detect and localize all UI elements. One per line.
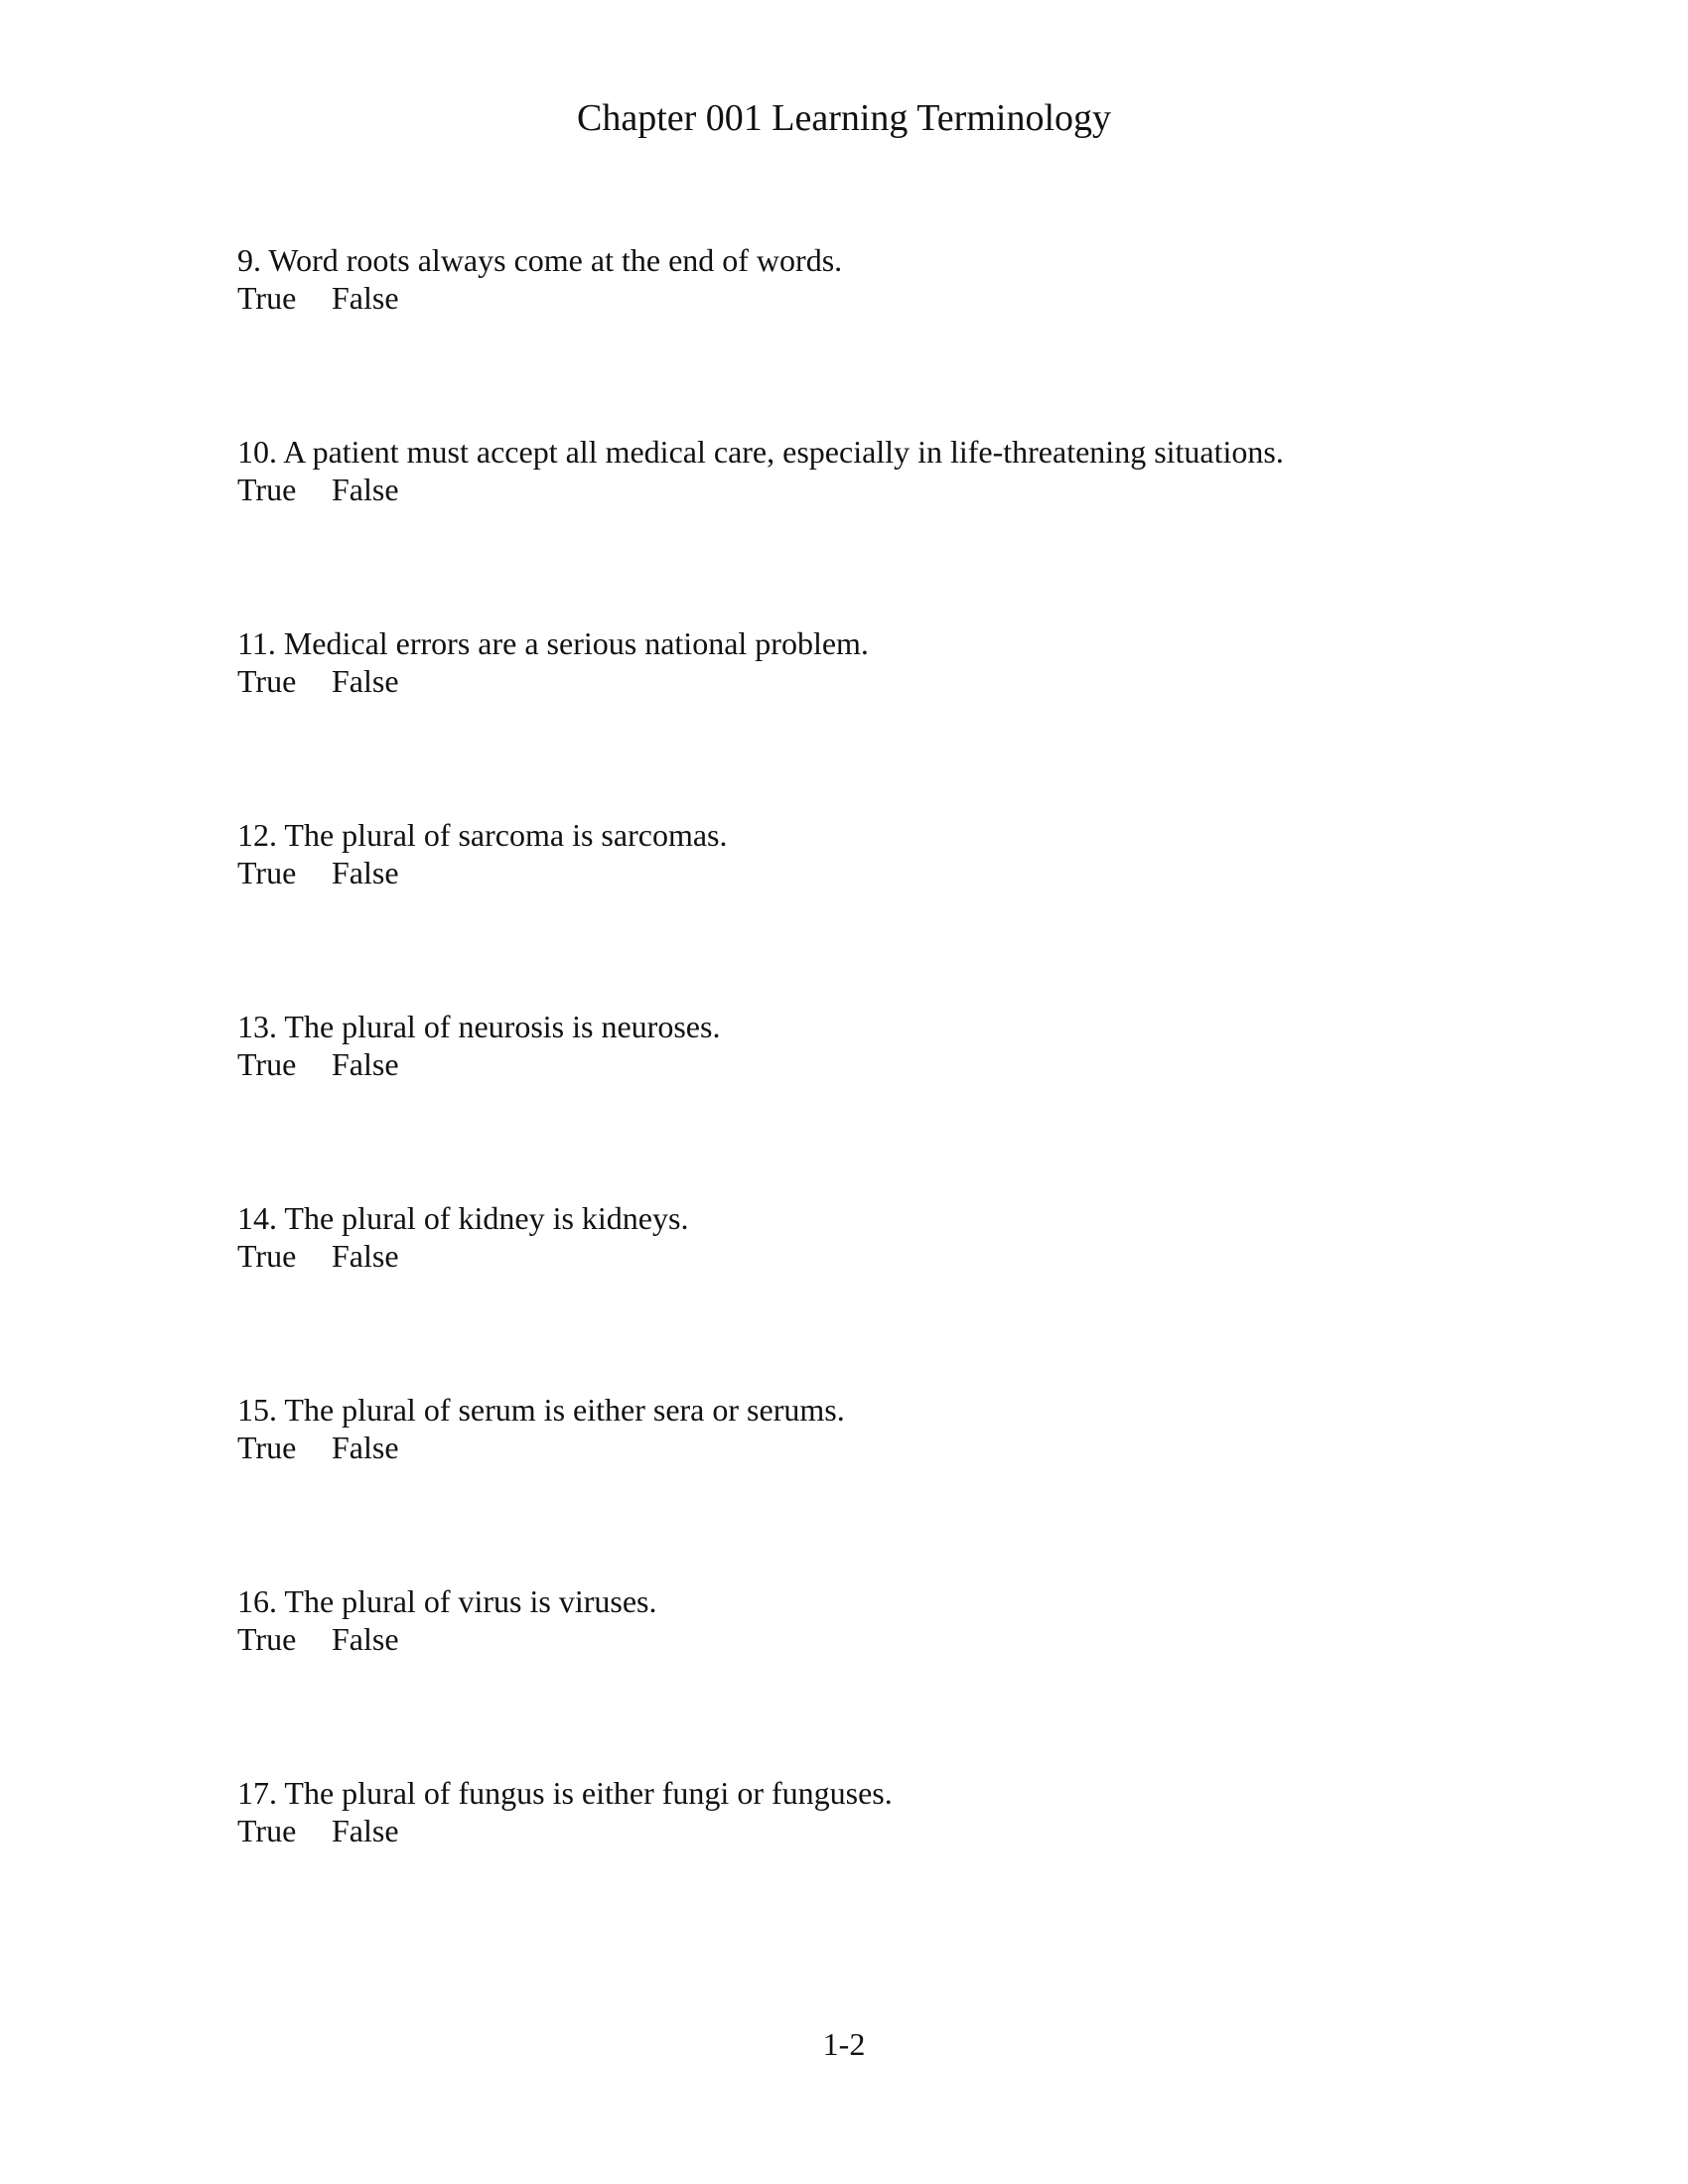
question-number: 9. [237, 242, 261, 278]
answer-options [237, 662, 1528, 700]
option-true[interactable]: True [237, 472, 297, 507]
question-prompt: The plural of neurosis is neuroses. [284, 1009, 721, 1044]
question-number: 12. [237, 817, 277, 853]
option-false[interactable]: False [332, 1813, 399, 1848]
question-text [237, 241, 1528, 279]
question-prompt: Word roots always come at the end of words. [268, 242, 843, 278]
option-true[interactable]: True [237, 663, 297, 699]
answer-options [237, 1045, 1528, 1083]
option-true[interactable]: True [237, 1621, 297, 1657]
answer-options [237, 471, 1528, 508]
option-true[interactable]: True [237, 855, 297, 890]
question-number: 14. [237, 1200, 277, 1236]
question-prompt: A patient must accept all medical care, especially in life-threatening situations. [283, 434, 1284, 470]
option-false[interactable]: False [332, 1238, 399, 1274]
question-number: 16. [237, 1583, 277, 1619]
question-text [237, 1774, 1528, 1812]
page-title: Chapter 001 Learning Terminology [576, 97, 1111, 139]
option-false[interactable]: False [332, 855, 399, 890]
question-prompt: The plural of fungus is either fungi or funguses. [284, 1775, 893, 1811]
question-number: 17. [237, 1775, 277, 1811]
answer-options [237, 854, 1528, 891]
option-true[interactable]: True [237, 1238, 297, 1274]
question-number: 10. [237, 434, 277, 470]
option-false[interactable]: False [332, 663, 399, 699]
option-false[interactable]: False [332, 280, 399, 316]
question-text [237, 1008, 1528, 1045]
question-11 [237, 624, 1528, 700]
question-15 [237, 1391, 1528, 1466]
question-prompt: The plural of kidney is kidneys. [284, 1200, 689, 1236]
question-text [237, 433, 1528, 471]
question-16 [237, 1582, 1528, 1658]
question-9 [237, 241, 1528, 317]
question-12 [237, 816, 1528, 891]
option-false[interactable]: False [332, 1621, 399, 1657]
answer-options [237, 279, 1528, 317]
question-prompt: The plural of virus is viruses. [284, 1583, 657, 1619]
page-number: 1-2 [822, 2026, 866, 2062]
question-text [237, 816, 1528, 854]
answer-options [237, 1237, 1528, 1275]
answer-options [237, 1812, 1528, 1849]
option-true[interactable]: True [237, 1430, 297, 1465]
question-text [237, 1199, 1528, 1237]
question-prompt: Medical errors are a serious national problem. [283, 625, 869, 661]
question-prompt: The plural of sarcoma is sarcomas. [284, 817, 728, 853]
question-text [237, 1391, 1528, 1429]
option-true[interactable]: True [237, 280, 297, 316]
question-13 [237, 1008, 1528, 1083]
answer-options [237, 1429, 1528, 1466]
question-prompt: The plural of serum is either sera or serums. [284, 1392, 845, 1428]
question-17 [237, 1774, 1528, 1849]
option-true[interactable]: True [237, 1046, 297, 1082]
question-14 [237, 1199, 1528, 1275]
option-false[interactable]: False [332, 472, 399, 507]
answer-options [237, 1620, 1528, 1658]
question-text [237, 624, 1528, 662]
question-text [237, 1582, 1528, 1620]
question-number: 11. [237, 625, 276, 661]
option-true[interactable]: True [237, 1813, 297, 1848]
option-false[interactable]: False [332, 1046, 399, 1082]
option-false[interactable]: False [332, 1430, 399, 1465]
question-number: 15. [237, 1392, 277, 1428]
question-10 [237, 433, 1528, 508]
question-number: 13. [237, 1009, 277, 1044]
